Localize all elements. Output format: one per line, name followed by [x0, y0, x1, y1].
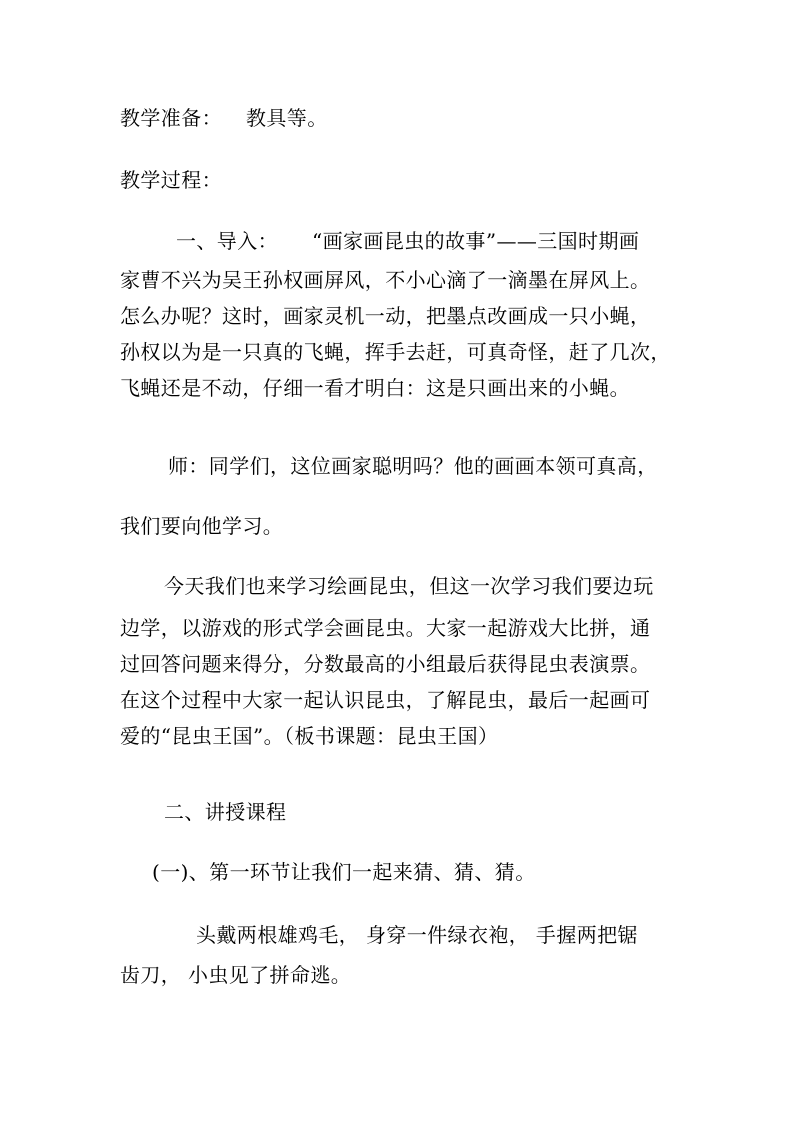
intro-first-line [164, 568, 654, 604]
intro-line: 边学，以游戏的形式学会画昆虫。大家一起游戏大比拼，通 [120, 616, 651, 640]
riddle-line-1: 头戴两根雄鸡毛， 身穿一件绿衣袍， 手握两把锯 [196, 923, 638, 947]
teacher-line-1: 师：同学们，这位画家聪明吗？他的画画本领可真高， [168, 454, 658, 478]
prep-value: 教具等。 [246, 106, 328, 130]
process-heading: 教学过程： [120, 168, 222, 192]
section1-body [120, 262, 671, 406]
section1-title-quote: “画家画昆虫的故事”——三国时期画 [312, 229, 640, 253]
subsection1-heading: (一)、第一环节让我们一起来猜、猜、猜。 [152, 860, 536, 884]
section1-first-line [176, 229, 639, 253]
teacher-line-2: 我们要向他学习。 [120, 514, 284, 538]
intro-line: 在这个过程中大家一起认识昆虫，了解昆虫，最后一起画可 [120, 688, 651, 712]
intro-line: 爱的“昆虫王国”。（板书课题：昆虫王国） [120, 724, 499, 748]
prep-label: 教学准备： [120, 106, 222, 130]
riddle-line-2: 齿刀， 小虫见了拼命逃。 [120, 963, 352, 987]
section1-line: 飞蝇还是不动，仔细一看才明白：这是只画出来的小蝇。 [120, 376, 630, 400]
section1-line: 家曹不兴为吴王孙权画屏风，不小心滴了一滴墨在屏风上。 [120, 268, 651, 292]
intro-body [120, 610, 650, 754]
section1-line: 孙权以为是一只真的飞蝇，挥手去赶，可真奇怪，赶了几次， [120, 340, 671, 364]
section1-heading: 一、导入： [176, 229, 278, 253]
intro-line: 今天我们也来学习绘画昆虫，但这一次学习我们要边玩 [164, 574, 654, 598]
section1-line: 怎么办呢？这时，画家灵机一动，把墨点改画成一只小蝇， [120, 304, 651, 328]
intro-line: 过回答问题来得分，分数最高的小组最后获得昆虫表演票。 [120, 652, 651, 676]
section2-heading: 二、讲授课程 [164, 800, 287, 824]
prep-line [120, 106, 328, 130]
